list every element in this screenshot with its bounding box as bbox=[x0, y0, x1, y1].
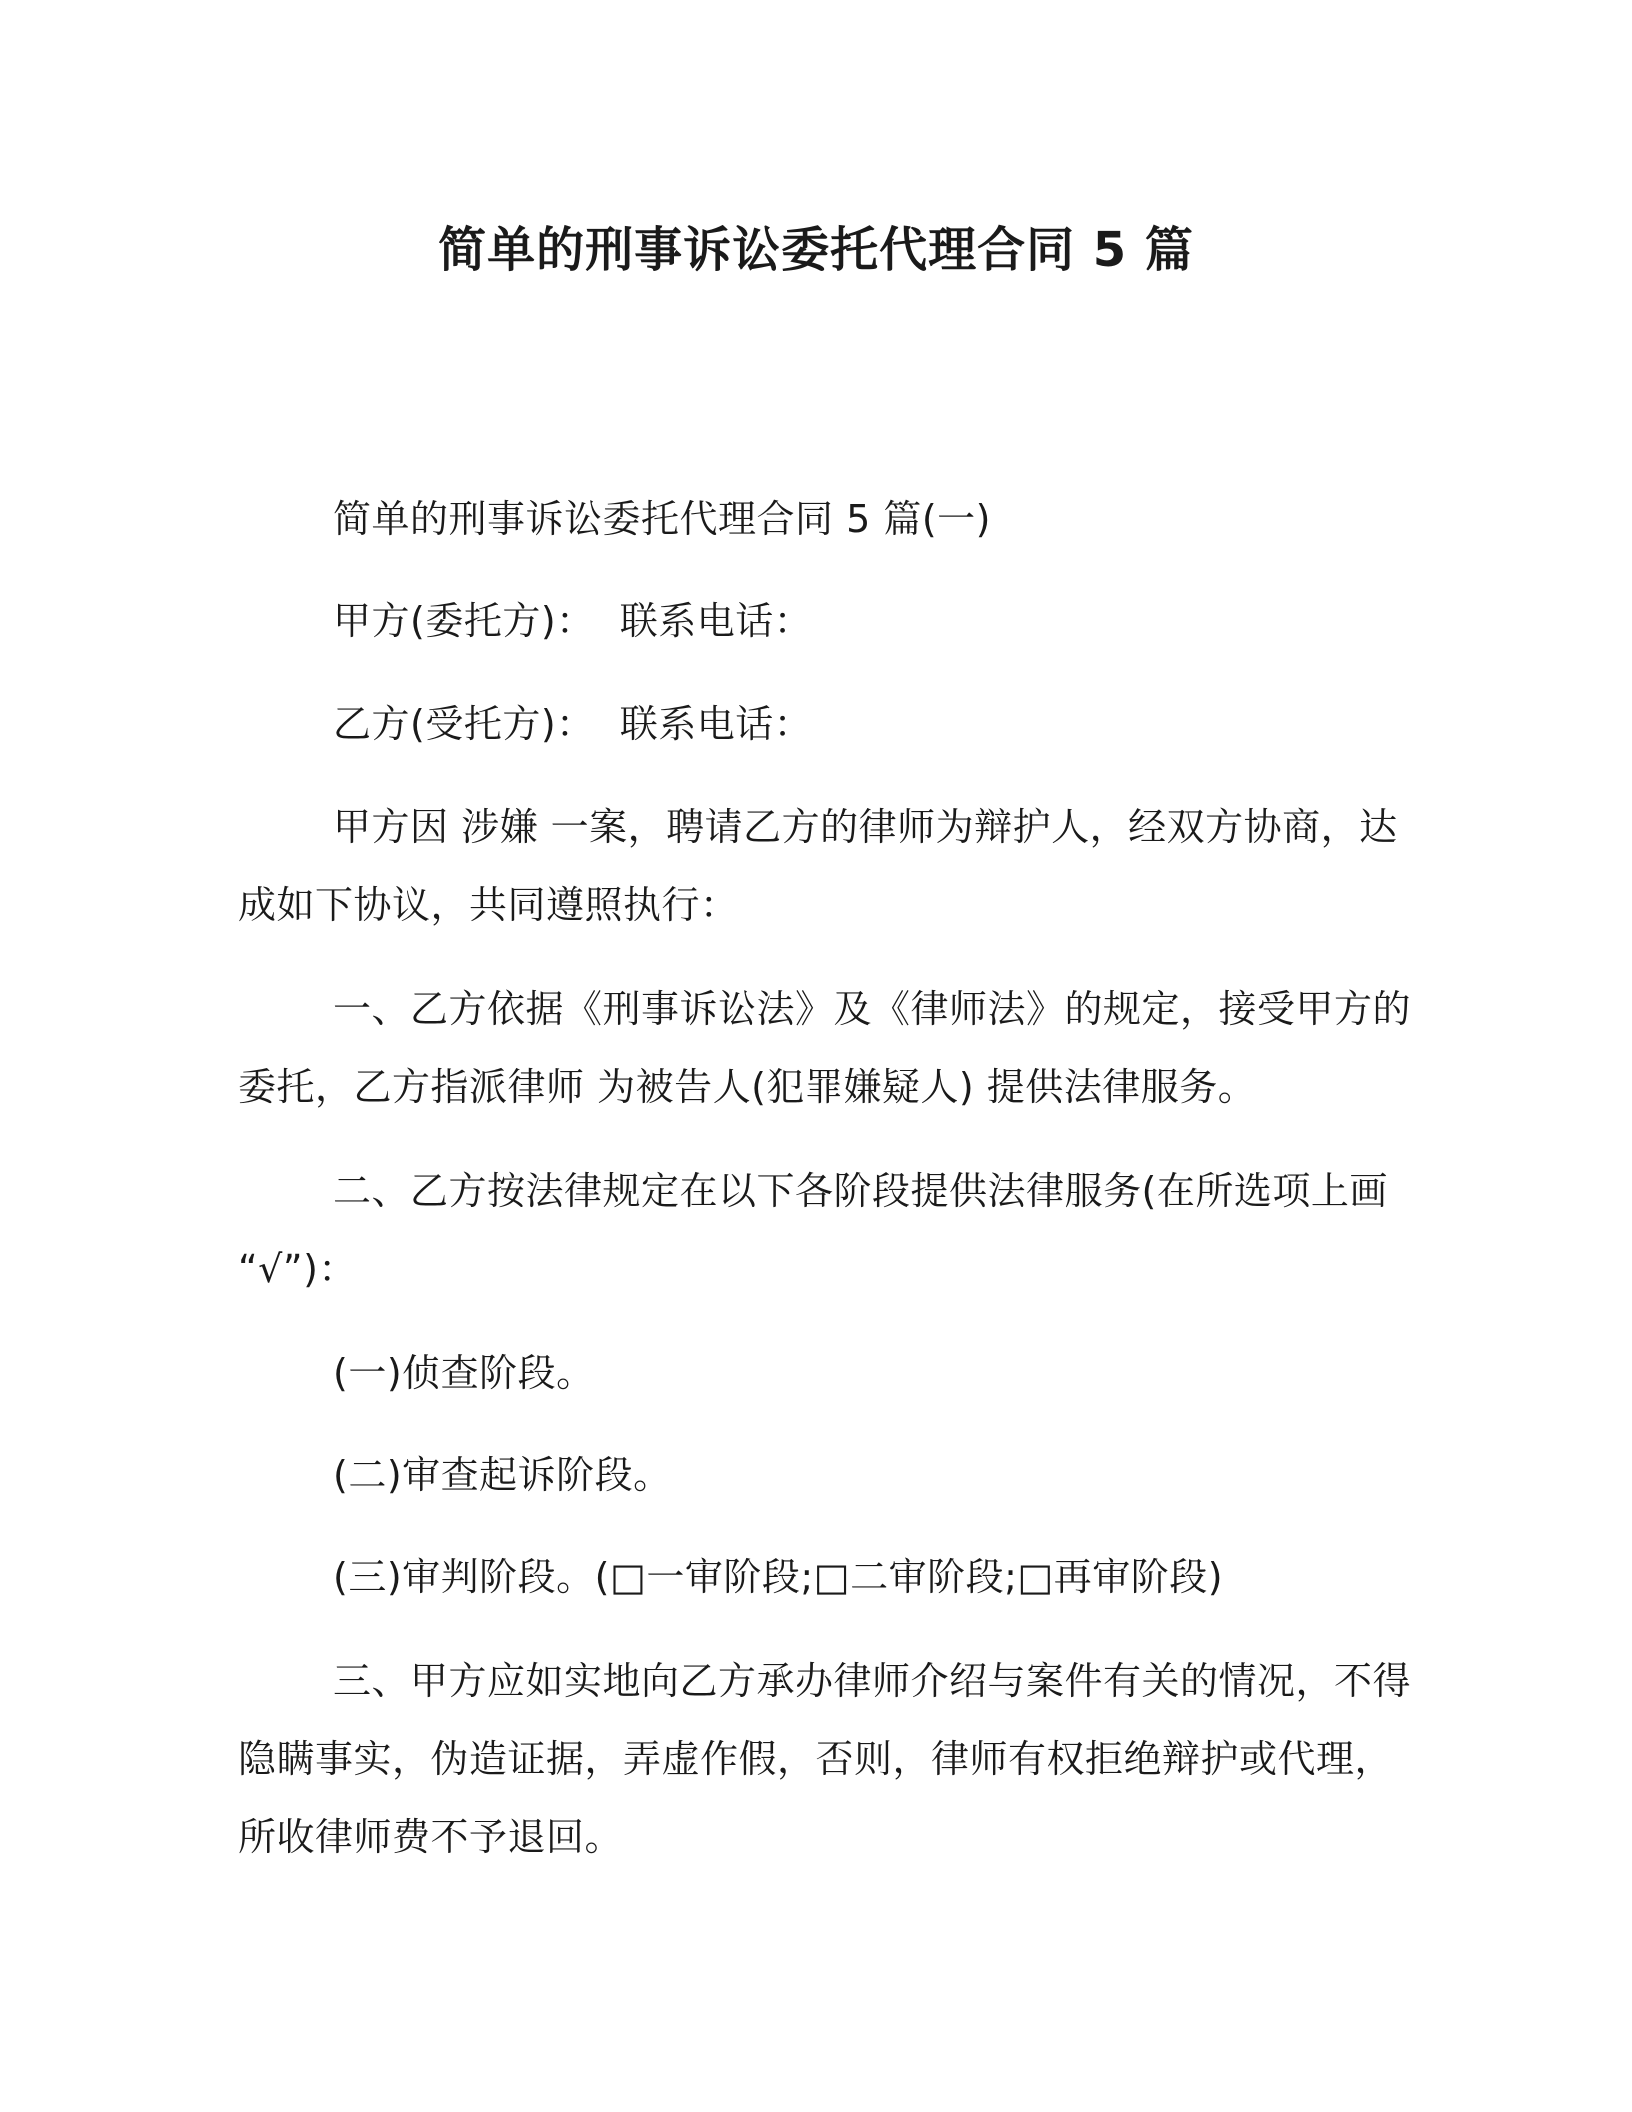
section-heading: 简单的刑事诉讼委托代理合同 5 篇(一) bbox=[333, 497, 991, 541]
stage-item-1: (一)侦查阶段。 bbox=[333, 1351, 595, 1395]
paragraph-line: 成如下协议，共同遵照执行： bbox=[238, 883, 739, 927]
clause-2-line: “√”)： bbox=[238, 1247, 357, 1291]
clause-1-line: 一、乙方依据《刑事诉讼法》及《律师法》的规定，接受甲方的 bbox=[333, 987, 1412, 1031]
clause-3-line: 所收律师费不予退回。 bbox=[238, 1815, 624, 1859]
stage-item-3: (三)审判阶段。(□一审阶段;□二审阶段;□再审阶段) bbox=[333, 1555, 1224, 1599]
document-title: 简单的刑事诉讼委托代理合同 5 篇 bbox=[438, 222, 1194, 278]
clause-3-line: 三、甲方应如实地向乙方承办律师介绍与案件有关的情况，不得 bbox=[333, 1659, 1412, 1703]
clause-1-line: 委托，乙方指派律师 为被告人(犯罪嫌疑人) 提供法律服务。 bbox=[238, 1065, 1257, 1109]
clause-3-line: 隐瞒事实，伪造证据，弄虚作假，否则，律师有权拒绝辩护或代理， bbox=[238, 1737, 1394, 1781]
stage-item-2: (二)审查起诉阶段。 bbox=[333, 1453, 672, 1497]
clause-2-line: 二、乙方按法律规定在以下各阶段提供法律服务(在所选项上画 bbox=[333, 1169, 1388, 1213]
party-b-line: 乙方(受托方)： 联系电话： bbox=[333, 702, 813, 746]
paragraph-line: 甲方因 涉嫌 一案，聘请乙方的律师为辩护人，经双方协商，达 bbox=[333, 805, 1398, 849]
party-a-line: 甲方(委托方)： 联系电话： bbox=[333, 599, 813, 643]
